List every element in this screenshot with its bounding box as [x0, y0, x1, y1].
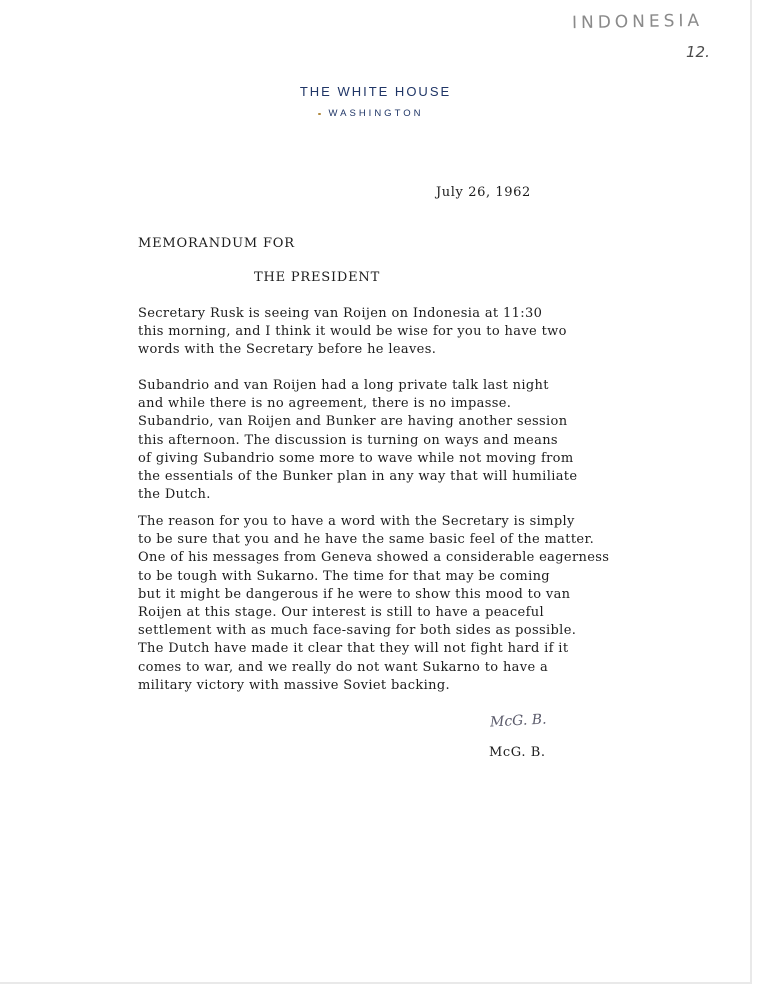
- paragraph-line: of giving Subandrio some more to wave while not moving from: [138, 450, 574, 466]
- paragraph-line: The Dutch have made it clear that they will not fight hard if it: [138, 641, 569, 657]
- paragraph-1: [138, 305, 567, 360]
- paragraph-3: [138, 513, 609, 695]
- paragraph-line: One of his messages from Geneva showed a considerable eagerness: [138, 550, 610, 566]
- paragraph-line: settlement with as much face-saving for both sides as possible.: [138, 623, 577, 639]
- paragraph-line: this afternoon. The discussion is turning on ways and means: [138, 432, 558, 448]
- typed-signature: McG. B.: [489, 745, 546, 760]
- paragraph-line: the essentials of the Bunker plan in any way that will humiliate: [138, 469, 578, 485]
- paragraph-line: to be sure that you and he have the same basic feel of the matter.: [138, 532, 595, 548]
- memo-heading: MEMORANDUM FOR: [138, 236, 295, 251]
- paragraph-line: Secretary Rusk is seeing van Roijen on Indonesia at 11:30: [138, 306, 543, 321]
- handwritten-archive-number: 12.: [686, 43, 710, 61]
- paragraph-line: Subandrio, van Roijen and Bunker are having another session: [138, 414, 568, 430]
- memo-recipient: THE PRESIDENT: [254, 270, 381, 285]
- paragraph-line: The reason for you to have a word with the Secretary is simply: [138, 514, 575, 529]
- paragraph-line: Subandrio and van Roijen had a long private talk last night: [138, 378, 549, 393]
- letterhead-title: THE WHITE HOUSE: [299, 84, 452, 99]
- paragraph-line: words with the Secretary before he leaves.: [138, 342, 437, 358]
- paragraph-line: and while there is no agreement, there is no impasse.: [138, 396, 512, 412]
- paragraph-line: this morning, and I think it would be wise for you to have two: [138, 324, 567, 340]
- memo-date: July 26, 1962: [436, 185, 531, 200]
- paragraph-2: [138, 377, 577, 504]
- paragraph-line: military victory with massive Soviet backing.: [138, 677, 451, 693]
- paragraph-line: to be tough with Sukarno. The time for that may be coming: [138, 568, 550, 584]
- paper-fleck: [318, 113, 321, 115]
- paragraph-line: comes to war, and we really do not want Sukarno to have a: [138, 659, 549, 675]
- letterhead-city: WASHINGTON: [328, 108, 424, 119]
- paragraph-line: the Dutch.: [138, 487, 211, 503]
- letterhead: [0, 84, 752, 119]
- paragraph-line: but it might be dangerous if he were to show this mood to van: [138, 586, 571, 602]
- handwritten-signature: McG. B.: [489, 711, 547, 731]
- handwritten-archive-label: INDONESIA: [571, 10, 704, 34]
- paragraph-line: Roijen at this stage. Our interest is still to have a peaceful: [138, 605, 544, 621]
